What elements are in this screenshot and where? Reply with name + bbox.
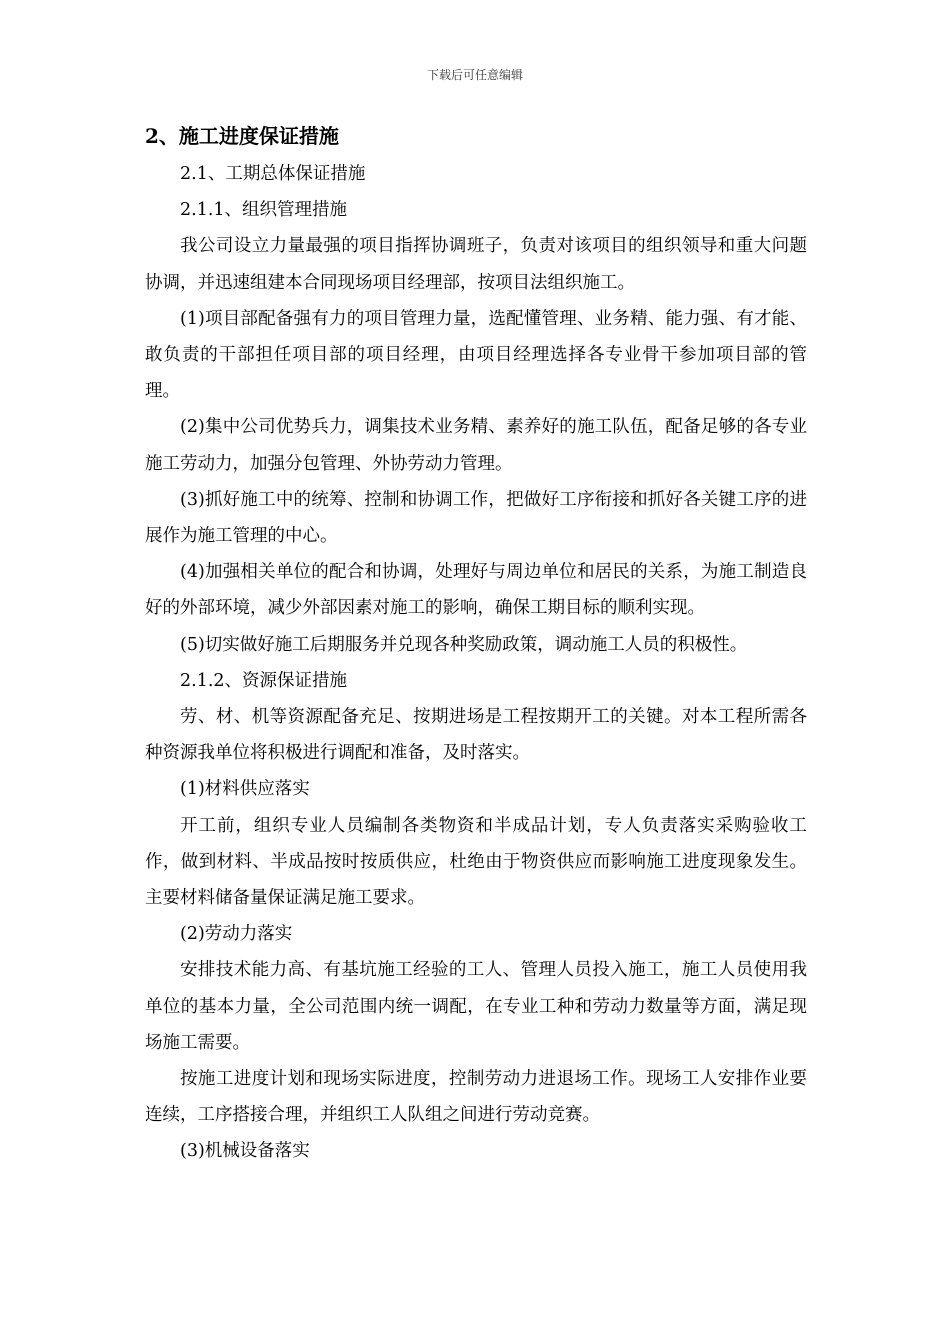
list-item-2: (2)集中公司优势兵力，调集技术业务精、素养好的施工队伍，配备足够的各专业施工劳动力，加强分包管理、外协劳动力管理。	[145, 417, 807, 474]
section-title: 2、施工进度保证措施	[145, 124, 339, 148]
list-item-1: (1)项目部配备强有力的项目管理力量，选配懂管理、业务精、能力强、有才能、敢负责的干部担任项目部的项目经理，由项目经理选择各专业骨干参加项目部的管理。	[145, 308, 807, 402]
paragraph-materials: 开工前，组织专业人员编制各类物资和半成品计划，专人负责落实采购验收工作，做到材料、半成品按时按质供应，杜绝由于物资供应而影响施工进度现象发生。主要材料储备量保证满足施工要求。	[145, 815, 807, 909]
item-heading-labor: (2)劳动力落实	[180, 924, 293, 945]
paragraph-intro: 我公司设立力量最强的项目指挥协调班子，负责对该项目的组织领导和重大问题协调，并迅速组建本合同现场项目经理部，按项目法组织施工。	[145, 236, 807, 293]
item-heading-machinery: (3)机械设备落实	[180, 1141, 310, 1162]
paragraph-labor-2: 按施工进度计划和现场实际进度，控制劳动力进退场工作。现场工人安排作业要连续，工序搭接合理，并组织工人队组之间进行劳动竞赛。	[145, 1069, 807, 1126]
subsection-heading-2-1: 2.1、工期总体保证措施	[180, 164, 366, 184]
paragraph-resources: 劳、材、机等资源配备充足、按期进场是工程按期开工的关键。对本工程所需各种资源我单位将积极进行调配和准备，及时落实。	[145, 707, 807, 764]
list-item-3: (3)抓好施工中的统筹、控制和协调工作，把做好工序衔接和抓好各关键工序的进展作为施工管理的中心。	[145, 489, 807, 547]
document-body	[145, 120, 807, 1170]
page-header-note: 下载后可任意编辑	[426, 68, 523, 82]
subsection-heading-2-1-1: 2.1.1、组织管理措施	[180, 200, 348, 221]
subsection-heading-2-1-2: 2.1.2、资源保证措施	[180, 670, 348, 691]
list-item-5: (5)切实做好施工后期服务并兑现各种奖励政策，调动施工人员的积极性。	[180, 634, 748, 655]
paragraph-labor-1: 安排技术能力高、有基坑施工经验的工人、管理人员投入施工，施工人员使用我单位的基本力量，全公司范围内统一调配，在专业工种和劳动力数量等方面，满足现场施工需要。	[145, 960, 807, 1053]
item-heading-materials: (1)材料供应落实	[180, 779, 310, 800]
list-item-4: (4)加强相关单位的配合和协调，处理好与周边单位和居民的关系，为施工制造良好的外部环境，减少外部因素对施工的影响，确保工期目标的顺利实现。	[145, 562, 807, 619]
